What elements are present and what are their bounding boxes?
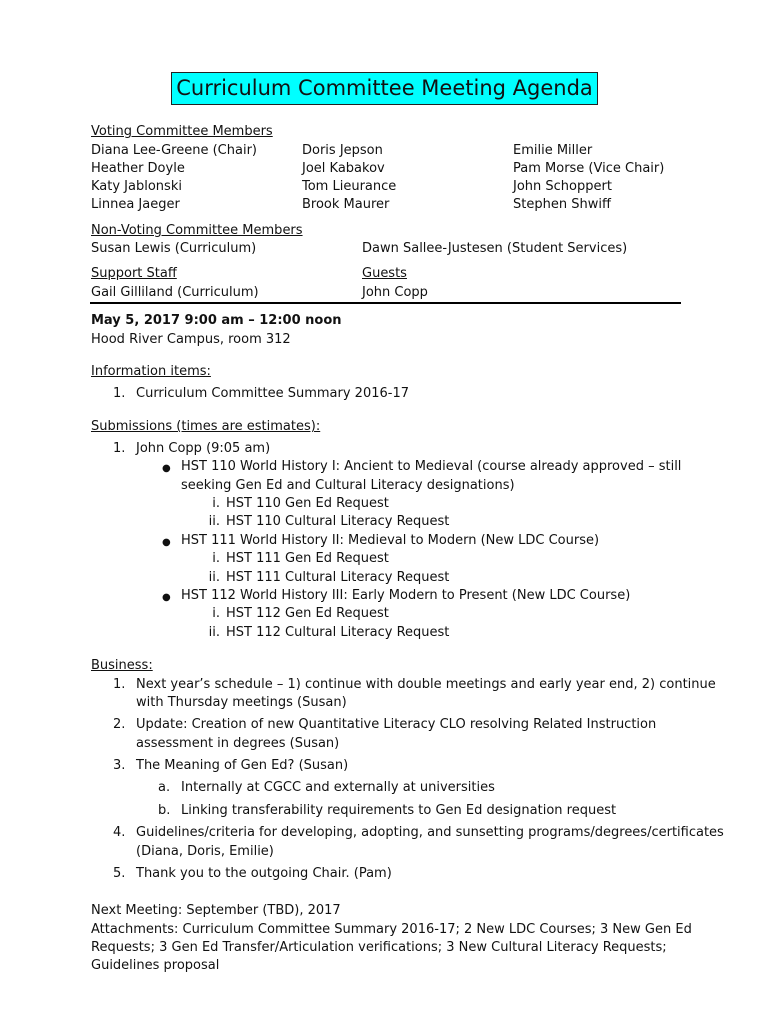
list-number: 4.: [113, 825, 126, 840]
attachments-line: Attachments: Curriculum Committee Summary 2016-17; 2 New LDC Courses; 3 New Gen Ed: [91, 922, 692, 937]
guest-member: John Copp: [362, 285, 428, 300]
course-request: HST 111 Gen Ed Request: [226, 551, 389, 566]
course-request: HST 112 Gen Ed Request: [226, 606, 389, 621]
member-name: Stephen Shwiff: [513, 197, 611, 212]
voting-members-heading: Voting Committee Members: [91, 124, 273, 139]
course-request: HST 111 Cultural Literacy Request: [226, 570, 450, 585]
business-item-continued: with Thursday meetings (Susan): [136, 695, 347, 710]
bullet-icon: ●: [162, 463, 171, 474]
voting-col-1: [91, 142, 257, 214]
business-item-continued: assessment in degrees (Susan): [136, 736, 340, 751]
member-name: Heather Doyle: [91, 161, 185, 176]
attachments-line: Requests; 3 Gen Ed Transfer/Articulation verifications; 3 New Cultural Literacy Requests;: [91, 940, 667, 955]
bullet-icon: ●: [162, 592, 171, 603]
list-number: 5.: [113, 866, 126, 881]
business-heading: Business:: [91, 658, 153, 673]
nonvoting-heading: Non-Voting Committee Members: [91, 223, 303, 238]
course-title-continued: seeking Gen Ed and Cultural Literacy designations): [181, 478, 515, 493]
meeting-datetime: May 5, 2017 9:00 am – 12:00 noon: [91, 313, 342, 328]
support-staff-member: Gail Gilliland (Curriculum): [91, 285, 259, 300]
list-number: 2.: [113, 717, 126, 732]
list-number: 3.: [113, 758, 126, 773]
page-title: Curriculum Committee Meeting Agenda: [171, 72, 598, 105]
submission-presenter: John Copp (9:05 am): [136, 441, 271, 456]
member-name: John Schoppert: [513, 179, 612, 194]
business-item: Thank you to the outgoing Chair. (Pam): [136, 866, 392, 881]
member-name: Linnea Jaeger: [91, 197, 180, 212]
list-number: 1.: [113, 677, 126, 692]
list-number: 1.: [113, 386, 126, 401]
roman-numeral: i.: [212, 551, 220, 566]
business-item: The Meaning of Gen Ed? (Susan): [136, 758, 349, 773]
voting-col-2: [302, 142, 396, 214]
course-title: HST 112 World History III: Early Modern to Present (New LDC Course): [181, 588, 631, 603]
attachments-line: Guidelines proposal: [91, 958, 220, 973]
roman-numeral: i.: [212, 496, 220, 511]
roman-numeral: ii.: [208, 514, 220, 529]
course-title: HST 110 World History I: Ancient to Medieval (course already approved – still: [181, 459, 682, 474]
divider: [90, 302, 681, 304]
list-number: 1.: [113, 441, 126, 456]
business-item-continued: (Diana, Doris, Emilie): [136, 844, 274, 859]
info-item: Curriculum Committee Summary 2016-17: [136, 386, 409, 401]
nonvoting-member: Dawn Sallee-Justesen (Student Services): [362, 241, 628, 256]
member-name: Joel Kabakov: [302, 161, 385, 176]
submissions-heading: Submissions (times are estimates):: [91, 419, 321, 434]
meeting-location: Hood River Campus, room 312: [91, 332, 291, 347]
business-item: Next year’s schedule – 1) continue with double meetings and early year end, 2) continue: [136, 677, 716, 692]
member-name: Diana Lee-Greene (Chair): [91, 143, 257, 158]
member-name: Emilie Miller: [513, 143, 593, 158]
nonvoting-member: Susan Lewis (Curriculum): [91, 241, 257, 256]
business-item: Guidelines/criteria for developing, adopting, and sunsetting programs/degrees/certificates: [136, 825, 724, 840]
business-subitem: Internally at CGCC and externally at universities: [181, 780, 495, 795]
roman-numeral: ii.: [208, 625, 220, 640]
member-name: Tom Lieurance: [302, 179, 397, 194]
course-request: HST 110 Gen Ed Request: [226, 496, 389, 511]
member-name: Doris Jepson: [302, 143, 383, 158]
course-title: HST 111 World History II: Medieval to Modern (New LDC Course): [181, 533, 600, 548]
sub-letter: a.: [158, 780, 171, 795]
roman-numeral: ii.: [208, 570, 220, 585]
bullet-icon: ●: [162, 537, 171, 548]
voting-col-3: [513, 142, 664, 214]
member-name: Brook Maurer: [302, 197, 390, 212]
course-request: HST 110 Cultural Literacy Request: [226, 514, 450, 529]
member-name: Katy Jablonski: [91, 179, 182, 194]
business-subitem: Linking transferability requirements to Gen Ed designation request: [181, 803, 617, 818]
info-items-heading: Information items:: [91, 364, 211, 379]
member-name: Pam Morse (Vice Chair): [513, 161, 665, 176]
sub-letter: b.: [158, 803, 171, 818]
roman-numeral: i.: [212, 606, 220, 621]
next-meeting: Next Meeting: September (TBD), 2017: [91, 903, 341, 918]
business-item: Update: Creation of new Quantitative Literacy CLO resolving Related Instruction: [136, 717, 657, 732]
guests-heading: Guests: [362, 266, 407, 281]
attachments: [91, 921, 692, 975]
course-request: HST 112 Cultural Literacy Request: [226, 625, 450, 640]
support-staff-heading: Support Staff: [91, 266, 177, 281]
